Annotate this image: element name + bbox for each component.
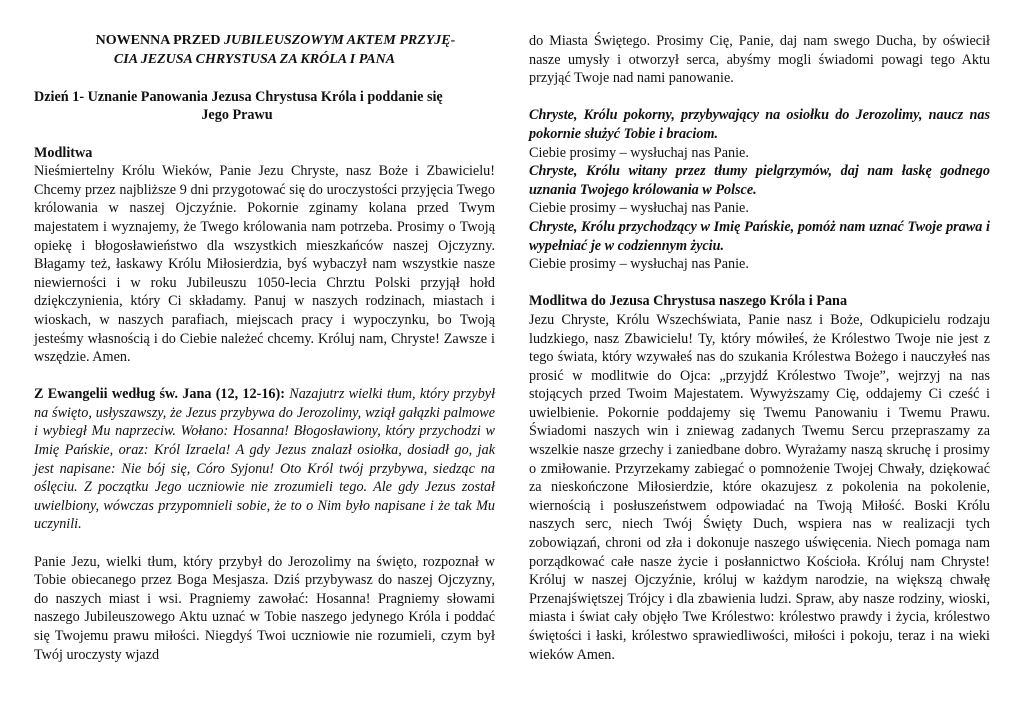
final-prayer-text: Jezu Chryste, Królu Wszechświata, Panie nasz i Boże, Odkupicielu rodzaju ludzkiego, nasz Zbawicielu! Ty, który mówiłeś, że Królestwo Twoje nie jest z tego świata, który wzywałeś nas do szukania Królestwa Bożego i nauczyłeś nas prosić w modlitwie do Ojca: „przyjdź Królestwo Twoje”, wejrzyj na nas stojących przed Twoim Majestatem. Wywyższamy Cię, oddajemy Ci cześć i uwielbienie. Pokornie poddajemy się Twemu Panowaniu i Twemu Prawu. Świadomi naszych win i zniewag zadanych Twemu Sercu przepraszamy za wszelkie nasze grzechy i zaniedbane dobro. Wyrażamy naszą skruchę i prosimy o zmiłowanie. Przyrzekamy zabiegać o pomnożenie Twojej Chwały, dziękować za nieskończone Miłosierdzie, które okazujesz z pokolenia na pokolenie, wiernością i posłuszeństwem odpowiadać na Twoją Miłość. Boski Królu naszych serc, niech Twój Święty Duch, wspiera nas w realizacji tych zobowiązań, chroni od zła i dokonuje naszego uświęcenia. Niech pomaga nam porządkować całe nasze życie i posłannictwo Kościoła. Króluj nam Chryste! Króluj w naszej Ojczyźnie, króluj w każdym narodzie, na większą chwałę Przenajświętszej Trójcy i dla zbawienia ludzi. Spraw, aby nasze rodziny, wioski, miasta i świat cały objęło Twe Królestwo: królestwo prawdy i życia, królestwo świętości i łaski, królestwo sprawiedliwości, miłości i pokoju, teraz i na wieki wieków Amen. <box>529 311 990 663</box>
prayer-text: Nieśmiertelny Królu Wieków, Panie Jezu Chryste, nasz Boże i Zbawicielu! Chcemy przez najbliższe 9 dni przygotować się do uroczystości przyjęcia Twego królowania w naszej Ojczyźnie. Pokornie zginamy kolana przed Twym majestatem i wyznajemy, że Twego królowania nam potrzeba. Prosimy o Twoją opiekę i błogosławieństwo dla wszystkich mieszkańców naszej Ojczyzny. Błagamy też, łaskawy Królu Miłosierdzia, byś wybaczył nam wszystkie nasze niewierności i w roku Jubileuszu 1050-lecia Chrztu Polski przyjął hołd dziękczynienia, który Ci składamy. Panuj w naszych rodzinach, miastach i wioskach, w naszych parafiach, miejscach pracy i wypoczynku, bo Twoją jesteśmy własnością i do Ciebie należeć chcemy. Króluj nam, Chryste! Zawsze i wszędzie. Amen. <box>34 163 495 366</box>
document-title <box>34 32 495 51</box>
continuation-text: do Miasta Świętego. Prosimy Cię, Panie, daj nam swego Ducha, by oświecił nasze umysły i otworzył serca, abyśmy mogli świadomi powagi tego Aktu przyjąć Twoje nad nami panowanie. <box>529 33 990 87</box>
litany-invocation-3: Chryste, Królu przychodzący w Imię Pańskie, pomóż nam uznać Twoje prawa i wypełniać je w codziennym życiu. <box>529 218 990 254</box>
left-column <box>34 32 495 664</box>
right-column <box>529 32 990 664</box>
litany-invocation-1: Chryste, Królu pokorny, przybywający na osiołku do Jerozolimy, naucz nas pokornie służyć Tobie i braciom. <box>529 107 990 142</box>
final-prayer-heading: Modlitwa do Jezusa Chrystusa naszego Króla i Pana <box>529 293 848 310</box>
gospel-text: Nazajutrz wielki tłum, który przybył na święto, usłyszawszy, że Jezus przybywa do Jerozolimy, wziął gałązki palmowe i wybiegł Mu naprzeciw. Wołano: Hosanna! Błogosławiony, który przychodzi w Imię Pańskie, oraz: Król Izraela! A gdy Jezus znalazł osiołka, dosiadł go, jak jest napisane: Nie bój się, Córo Syjonu! Oto Król twój przybywa, siedząc na oślęciu. Z początku Jego uczniowie nie zrozumieli tego. Ale gdy Jezus został uwielbiony, wówczas przypomnieli sobie, że to o Nim było napisane i że tak Mu uczynili. <box>34 386 496 533</box>
litany-response-3: Ciebie prosimy – wysłuchaj nas Panie. <box>529 256 749 273</box>
day-heading-line-1: Dzień 1- Uznanie Panowania Jezusa Chrystusa Króla i poddanie się <box>34 88 443 105</box>
prayer-heading: Modlitwa <box>34 144 93 161</box>
reflection-text: Panie Jezu, wielki tłum, który przybył do Jerozolimy na święto, rozpoznał w Tobie obiecanego przez Boga Mesjasza. Dziś przybywasz do naszej Ojczyzny, do naszych miast i wsi. Pragniemy zawołać: Hosanna! Pragniemy słowami naszego Jubileuszowego Aktu uznać w Tobie naszego jedynego Króla i poddać się Twojemu prawu miłości. Niegdyś Twoi uczniowie nie rozumieli, czym był Twój uroczysty wjazd <box>34 553 495 663</box>
litany-response-1: Ciebie prosimy – wysłuchaj nas Panie. <box>529 144 749 161</box>
gospel-heading: Z Ewangelii według św. Jana (12, 12-16): <box>34 386 285 403</box>
gospel-paragraph <box>34 385 495 534</box>
day-heading-line-2: Jego Prawu <box>201 107 273 124</box>
title-italic-line-1: JUBILEUSZOWYM AKTEM PRZYJĘ- <box>224 33 456 48</box>
litany-invocation-2: Chryste, Królu witany przez tłumy pielgrzymów, daj nam łaskę godnego uznania Twojego królowania w Polsce. <box>529 163 990 198</box>
litany-response-2: Ciebie prosimy – wysłuchaj nas Panie. <box>529 200 749 217</box>
title-plain: NOWENNA PRZED <box>95 33 225 48</box>
title-italic-line-2: CIA JEZUSA CHRYSTUSA ZA KRÓLA I PANA <box>113 51 396 67</box>
